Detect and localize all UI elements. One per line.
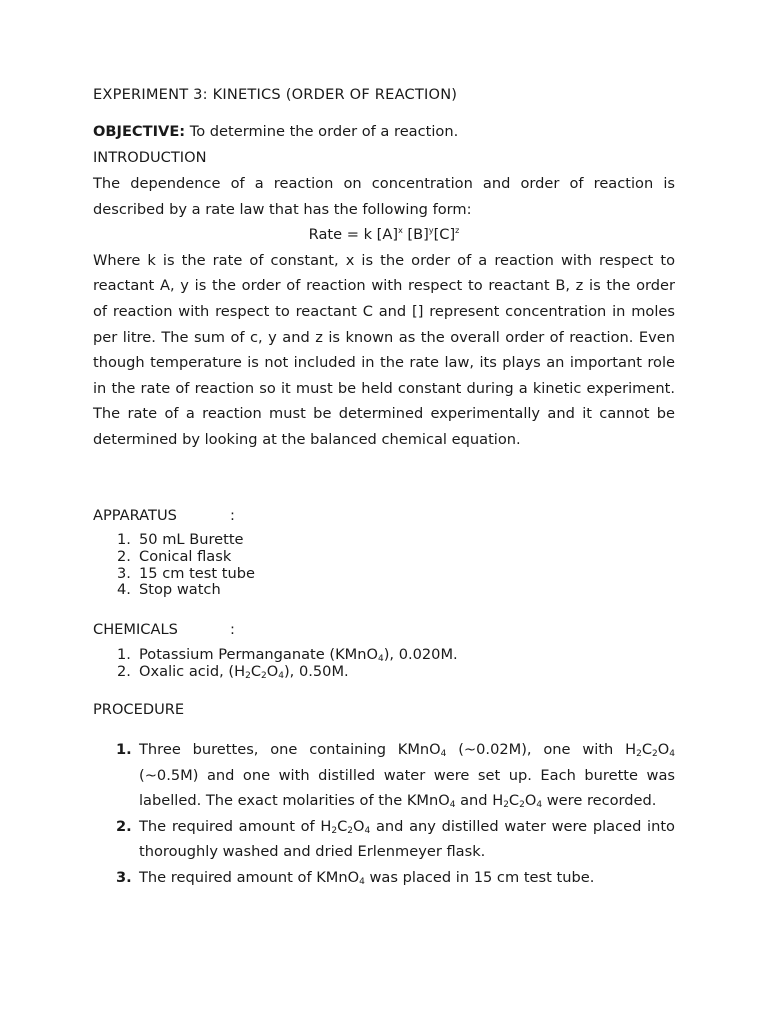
step-text: were recorded. xyxy=(542,792,657,809)
chemicals-heading-text: CHEMICALS xyxy=(93,621,178,638)
list-text: Oxalic acid, (H xyxy=(139,662,246,680)
formula-part: [B] xyxy=(402,226,429,244)
chemicals-colon: : xyxy=(230,621,235,638)
rate-law-formula xyxy=(93,222,675,248)
subscript: 4 xyxy=(536,800,543,810)
chemicals-heading xyxy=(93,621,235,638)
step-number: 3. xyxy=(116,868,132,886)
subscript: 2 xyxy=(519,800,525,810)
step-text: was placed in 15 cm test tube. xyxy=(364,868,595,886)
procedure-step xyxy=(93,737,675,814)
step-text: (~0.02M), one with H xyxy=(446,741,637,758)
formula-part: [C] xyxy=(433,226,456,244)
step-number: 2. xyxy=(116,817,132,835)
procedure-heading: PROCEDURE xyxy=(93,701,185,718)
introduction-heading: INTRODUCTION xyxy=(93,149,207,166)
list-text: 50 mL Burette xyxy=(139,531,244,548)
subscript: 2 xyxy=(245,670,251,681)
introduction-paragraph: The dependence of a reaction on concentration and order of reaction is described by a rate law that has the following form: xyxy=(93,175,675,218)
list-text: Stop watch xyxy=(139,581,221,599)
list-text: Conical flask xyxy=(139,547,232,565)
step-text: C xyxy=(508,792,520,809)
list-item xyxy=(93,566,255,583)
procedure-list xyxy=(93,737,675,890)
list-number: 2. xyxy=(117,547,131,565)
apparatus-heading xyxy=(93,507,235,524)
subscript: 4 xyxy=(669,749,675,759)
step-text: The required amount of H xyxy=(139,817,332,835)
objective-text: To determine the order of a reaction. xyxy=(185,123,459,140)
list-number: 1. xyxy=(117,646,131,663)
subscript: 2 xyxy=(347,825,354,836)
list-text: Potassium Permanganate (KMnO xyxy=(139,646,378,663)
apparatus-colon: : xyxy=(230,507,235,524)
list-item xyxy=(93,582,255,599)
list-item xyxy=(93,664,458,681)
apparatus-heading-text: APPARATUS xyxy=(93,507,177,524)
step-text: Three burettes, one containing KMnO xyxy=(139,741,441,758)
subscript: 2 xyxy=(503,800,509,810)
procedure-step xyxy=(93,865,675,891)
list-number: 2. xyxy=(117,662,131,680)
subscript: 4 xyxy=(440,749,447,759)
list-item xyxy=(93,549,255,566)
subscript: 2 xyxy=(261,670,267,681)
list-text: ), 0.50M. xyxy=(283,662,349,680)
introduction-body xyxy=(93,171,675,453)
list-text: 15 cm test tube xyxy=(139,564,255,582)
subscript: 4 xyxy=(359,876,365,887)
step-text: and any distilled water were placed into thoroughly washed and dried Erlenmeyer flask. xyxy=(139,817,675,860)
list-text: ), 0.020M. xyxy=(383,646,458,663)
step-text: O xyxy=(524,792,537,809)
step-text: O xyxy=(353,817,365,835)
apparatus-list xyxy=(93,532,255,599)
subscript: 4 xyxy=(278,670,284,681)
document-title: EXPERIMENT 3: KINETICS (ORDER OF REACTION) xyxy=(93,86,458,103)
introduction-paragraph: Where k is the rate of constant, x is the order of a reaction with respect to reactant A, y is the order of reaction with respect to reactant B, z is the order of reaction with respect to reactant C and [] represent concentration in moles per litre. The sum of c, y and z is known as the overall order of reaction. Even though temperature is not included in the rate law, its plays an important role in the rate of reaction so it must be held constant during a kinetic experiment. The rate of a reaction must be determined experimentally and it cannot be determined by looking at the balanced chemical equation. xyxy=(93,251,675,448)
formula-exponent: x xyxy=(398,226,403,236)
list-text: C xyxy=(250,662,262,680)
step-number: 1. xyxy=(116,741,132,758)
formula-exponent: z xyxy=(455,226,460,236)
chemicals-list xyxy=(93,647,458,681)
objective-label: OBJECTIVE: xyxy=(93,123,186,140)
step-text: The required amount of KMnO xyxy=(139,868,360,886)
subscript: 4 xyxy=(364,825,371,836)
subscript: 4 xyxy=(449,800,456,810)
step-text: C xyxy=(641,741,653,758)
step-text: and H xyxy=(455,792,504,809)
objective-line xyxy=(93,123,458,140)
subscript: 4 xyxy=(377,654,384,664)
step-text: (~0.5M) and one with distilled water were set up. Each burette was labelled. The exact molarities of the KMnO xyxy=(139,766,675,809)
list-item xyxy=(93,532,255,549)
formula-exponent: y xyxy=(428,226,434,236)
list-item xyxy=(93,647,458,664)
subscript: 2 xyxy=(652,749,658,759)
list-number: 1. xyxy=(117,531,131,548)
subscript: 2 xyxy=(331,825,338,836)
formula-part: Rate = k [A] xyxy=(308,226,399,244)
step-text: O xyxy=(657,741,670,758)
list-number: 3. xyxy=(117,564,131,582)
list-text: O xyxy=(266,662,279,680)
procedure-step xyxy=(93,814,675,865)
subscript: 2 xyxy=(636,749,642,759)
step-text: C xyxy=(337,817,348,835)
list-number: 4. xyxy=(117,581,131,599)
